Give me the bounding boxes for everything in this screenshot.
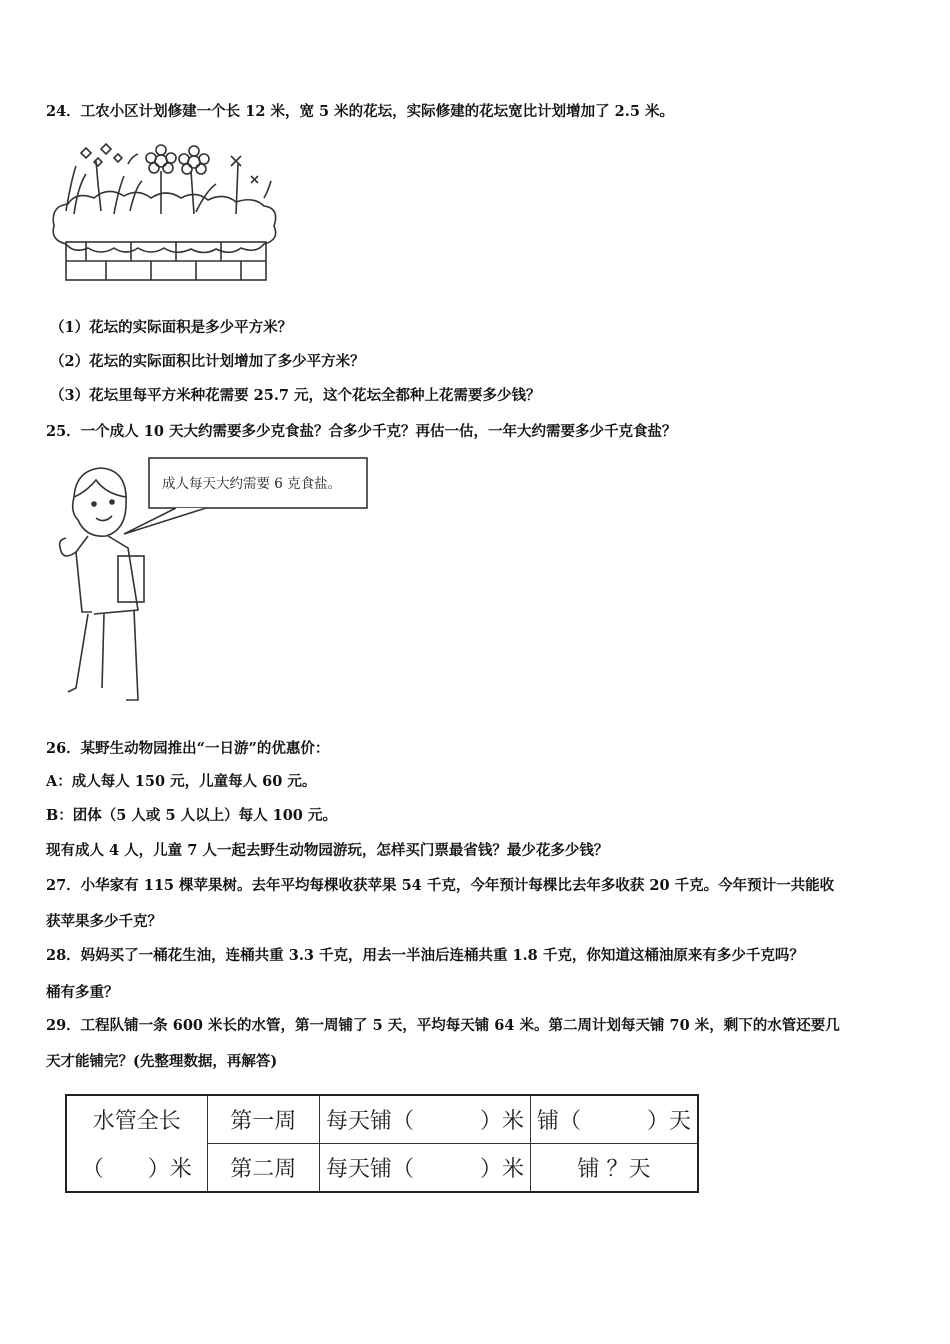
q28-line1: 28．妈妈买了一桶花生油，连桶共重 3.3 千克，用去一半油后连桶共重 1.8 千克，你知道这桶油原来有多少千克吗？: [46, 947, 804, 964]
total-length-label: 水管全长: [66, 1095, 207, 1144]
q29-line1: 29．工程队铺一条 600 米长的水管，第一周铺了 5 天，平均每天铺 64 米。第二周计划每天铺 70 米，剩下的水管还要几: [46, 1017, 840, 1034]
q26-title: 26．某野生动物园推出“一日游”的优惠价：: [46, 740, 330, 757]
q28-line2: 桶有多重？: [46, 984, 119, 1001]
q24-text: 24．工农小区计划修建一个长 12 米，宽 5 米的花坛，实际修建的花坛宽比计划增加了 2.5 米。: [46, 103, 674, 120]
q24-sub3: （3）花坛里每平方米种花需要 25.7 元，这个花坛全都种上花需要多少钱？: [50, 387, 541, 404]
week1-days: 铺（ ）天: [530, 1095, 698, 1144]
q25-text: 25．一个成人 10 天大约需要多少克食盐？合多少千克？再估一估，一年大约需要多少千克食盐？: [46, 423, 677, 440]
week1-daily: 每天铺（ ）米: [319, 1095, 530, 1144]
week2-days: 铺 ？天: [530, 1144, 698, 1193]
q24-sub2: （2）花坛的实际面积比计划增加了多少平方米？: [50, 353, 365, 370]
total-length-blank: （ ）米: [66, 1144, 207, 1193]
q26-option-a: A：成人每人 150 元，儿童每人 60 元。: [46, 773, 317, 790]
q27-line2: 获苹果多少千克？: [46, 913, 162, 930]
q29-line2: 天才能铺完？(先整理数据，再解答): [46, 1053, 278, 1070]
table-row: [66, 1095, 698, 1144]
table-row: [66, 1144, 698, 1193]
flower-bed-illustration: [46, 136, 282, 286]
week2-label: 第二周: [207, 1144, 319, 1193]
pipe-data-table: [65, 1094, 699, 1193]
q27-line1: 27．小华家有 115 棵苹果树。去年平均每棵收获苹果 54 千克，今年预计每棵比去年多收获 20 千克。今年预计一共能收: [46, 877, 835, 894]
q26-question: 现有成人 4 人，儿童 7 人一起去野生动物园游玩，怎样买门票最省钱？最少花多少钱？: [46, 842, 609, 859]
speech-bubble-text: 成人每天大约需要 6 克食盐。: [162, 476, 342, 492]
week2-daily: 每天铺（ ）米: [319, 1144, 530, 1193]
q26-option-b: B：团体（5 人或 5 人以上）每人 100 元。: [46, 807, 337, 824]
q24-sub1: （1）花坛的实际面积是多少平方米？: [50, 319, 293, 336]
week1-label: 第一周: [207, 1095, 319, 1144]
